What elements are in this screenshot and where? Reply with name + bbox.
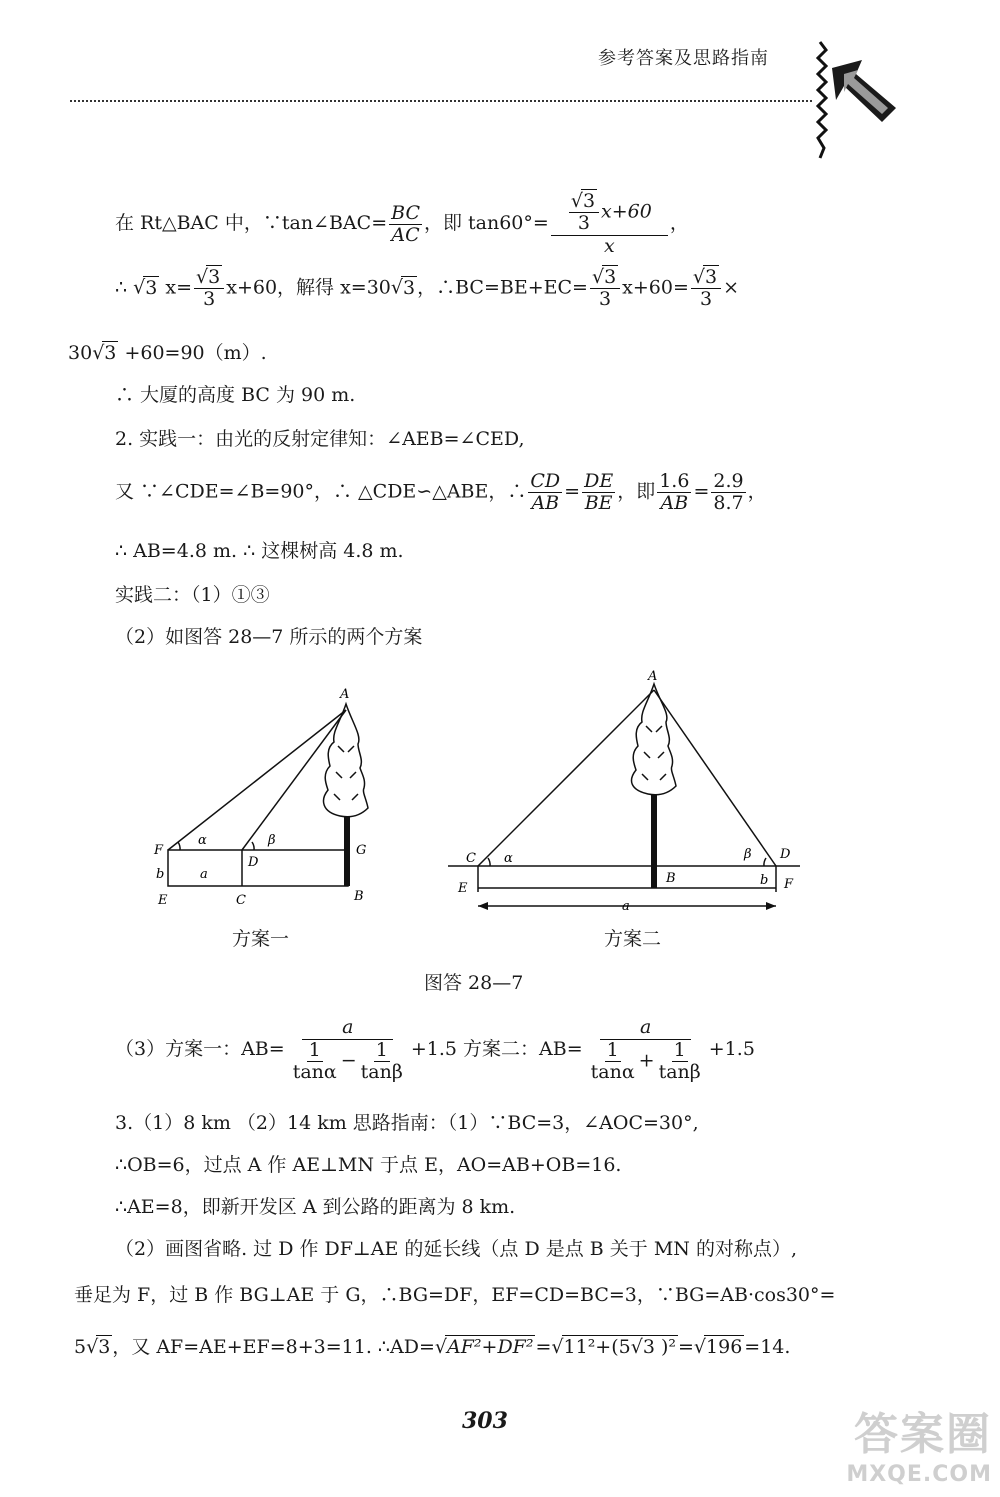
sqrt xyxy=(104,344,118,363)
fraction-scheme-2 xyxy=(585,1018,707,1082)
watermark-logo-text: 答案圈 xyxy=(854,1409,992,1460)
line-11: 3.（1）8 km （2）14 km 思路指南：（1）∵BC=3，∠AOC=30°, xyxy=(115,1112,699,1134)
label-a: a xyxy=(200,867,208,882)
denominator: 3 xyxy=(699,288,713,310)
line-16: 5√3 ，又 AF=AE+EF=8+3=11. ∴AD=√AF²+DF² =√11²+(5√3 )² =√196 =14. xyxy=(74,1336,791,1358)
denominator: 3 xyxy=(599,288,612,310)
line-3: 30√3 +60=90（m）. xyxy=(68,342,267,364)
term: x+60 xyxy=(601,200,652,223)
numerator: 1 xyxy=(673,1039,686,1061)
sqrt xyxy=(583,192,597,211)
label-G: G xyxy=(356,843,367,858)
sight-line-alpha xyxy=(478,690,654,866)
numerator: a xyxy=(302,1018,393,1040)
tree-trunk xyxy=(651,794,657,888)
fraction-sqrt3-3 xyxy=(194,268,224,309)
sqrt xyxy=(705,268,719,287)
sqrt xyxy=(564,1338,678,1357)
radicand: 3 xyxy=(582,190,596,212)
denominator: tanβ xyxy=(658,1061,701,1083)
text: x+60，解得 x=30 xyxy=(226,276,391,299)
numerator xyxy=(551,192,668,236)
fraction-cd-ab xyxy=(528,472,562,513)
line-13: ∴AE=8，即新开发区 A 到公路的距离为 8 km. xyxy=(115,1196,516,1218)
angle-alpha-arc xyxy=(488,858,490,866)
label-beta: β xyxy=(268,833,276,848)
text: =14. xyxy=(744,1336,791,1358)
line-6: 又 ∵∠CDE=∠B=90°，∴ △CDE∽△ABE，∴ $\frac{CD}{AB}$ = $\frac{DE}{BE}$ ，即 $\frac{1.6}{AB}$ = $\frac{2.9}{8.7}$ ， xyxy=(115,470,767,514)
operator: + xyxy=(638,1049,655,1072)
figure-scheme-1 xyxy=(150,682,390,912)
line-5: 2. 实践一：由光的反射定律知：∠AEB=∠CED, xyxy=(115,428,525,450)
sqrt xyxy=(447,1338,535,1357)
denominator: tanβ xyxy=(360,1061,403,1083)
denominator: 3 xyxy=(577,212,590,234)
denominator xyxy=(585,1040,707,1082)
numerator: 1 xyxy=(308,1039,321,1061)
label-b: b xyxy=(760,873,769,888)
denominator: 3 xyxy=(203,288,216,310)
fraction-scheme-1 xyxy=(287,1018,409,1082)
fraction-1-tanalpha xyxy=(291,1041,339,1082)
numerator: BC xyxy=(391,201,420,224)
label-C: C xyxy=(236,893,246,908)
numerator: a xyxy=(600,1018,691,1040)
radicand: AF²+DF² xyxy=(447,1336,534,1358)
text: = xyxy=(678,1336,694,1358)
tree-crown-icon xyxy=(324,704,368,817)
numerator: DE xyxy=(584,470,614,492)
radicand: 3 xyxy=(98,1336,111,1358)
text: +60=90（m）. xyxy=(124,342,267,364)
text: x+60= xyxy=(622,276,689,299)
angle-beta-arc xyxy=(252,842,254,850)
label-F: F xyxy=(154,843,164,858)
numerator: 1 xyxy=(375,1039,388,1061)
fraction-1-tanbeta xyxy=(359,1041,405,1082)
text: ，∴BC=BE+EC= xyxy=(417,276,588,299)
angle-beta-arc xyxy=(764,858,766,866)
radicand: 11²+(5√3 )² xyxy=(563,1336,676,1358)
arrow-left-icon xyxy=(478,902,488,910)
radicand: 3 xyxy=(104,342,117,364)
label-E: E xyxy=(158,893,168,908)
fraction-tan60 xyxy=(551,192,668,256)
header-rule xyxy=(70,100,812,102)
scheme-2-label: 方案二 xyxy=(604,928,662,950)
arrow-right-icon xyxy=(766,902,776,910)
sqrt xyxy=(98,1338,112,1357)
radicand: 196 xyxy=(706,1336,743,1358)
label-C: C xyxy=(466,851,476,866)
text: × xyxy=(723,276,740,299)
label-b: b xyxy=(156,867,165,882)
label-D: D xyxy=(780,847,791,862)
denominator: x xyxy=(603,235,615,257)
sqrt xyxy=(706,1338,744,1357)
denominator: tanα xyxy=(292,1061,337,1083)
text: 30 xyxy=(68,342,93,364)
label-A: A xyxy=(340,687,350,702)
fraction-bc-ac xyxy=(389,201,422,246)
fraction-1-tanbeta xyxy=(657,1041,703,1082)
label-B: B xyxy=(666,871,676,886)
operator: − xyxy=(340,1049,357,1072)
denominator: AB xyxy=(531,492,560,514)
scheme-1-label: 方案一 xyxy=(232,928,290,950)
text: ， xyxy=(747,480,767,503)
text: ∴ xyxy=(115,276,128,299)
sqrt xyxy=(208,268,222,287)
label-alpha: α xyxy=(198,833,207,848)
denominator: AC xyxy=(391,223,420,246)
numerator: √3 xyxy=(590,268,620,289)
label-F: F xyxy=(784,877,794,892)
label-D: D xyxy=(248,855,259,870)
numerator: √3 xyxy=(569,192,599,213)
fraction-sqrt3-3 xyxy=(569,192,599,233)
sqrt xyxy=(604,268,618,287)
running-header: 参考答案及思路指南 xyxy=(598,48,769,69)
text: ，即 xyxy=(617,480,656,503)
numerator: 1.6 xyxy=(659,470,690,492)
text: +1.5 xyxy=(708,1038,755,1060)
denominator: AB xyxy=(660,492,689,514)
text: +1.5 方案二：AB= xyxy=(410,1038,583,1060)
text: ，即 tan60°= xyxy=(423,212,549,234)
text: x= xyxy=(165,276,193,299)
line-1 xyxy=(115,192,689,256)
text: （3）方案一：AB= xyxy=(115,1038,285,1060)
angle-alpha-arc xyxy=(178,842,180,850)
fraction-29-87 xyxy=(711,472,745,513)
figure-scheme-2 xyxy=(448,666,808,918)
radicand: 3 xyxy=(604,266,617,288)
line-15: 垂足为 F，过 B 作 BG⊥AE 于 G，∴BG=DF，EF=CD=BC=3，∵BG=AB·cos30°= xyxy=(74,1284,836,1306)
line-10 xyxy=(115,1018,755,1082)
denominator: BE xyxy=(584,492,613,514)
radicand: 3 xyxy=(145,276,158,299)
fraction-sqrt3-3 xyxy=(590,268,620,309)
tree-texture xyxy=(334,746,358,800)
line-14: （2）画图省略. 过 D 作 DF⊥AE 的延长线（点 D 是点 B 关于 MN 的对称点）, xyxy=(115,1238,797,1260)
text: 在 Rt△BAC 中，∵tan∠BAC= xyxy=(115,212,388,234)
label-alpha: α xyxy=(504,851,513,866)
numerator: 1 xyxy=(606,1039,619,1061)
tree-texture xyxy=(642,726,666,780)
fraction-sqrt3-3 xyxy=(691,268,721,309)
label-E: E xyxy=(458,881,468,896)
page-number: 303 xyxy=(462,1408,508,1434)
figure-caption: 图答 28—7 xyxy=(424,972,524,994)
radicand: 3 xyxy=(403,276,416,299)
fraction-de-be xyxy=(582,472,615,513)
numerator: √3 xyxy=(194,268,224,289)
denominator: 8.7 xyxy=(713,492,744,514)
text: 5 xyxy=(74,1336,87,1358)
numerator: √3 xyxy=(691,268,721,289)
label-A: A xyxy=(648,669,658,684)
line-7: ∴ AB=4.8 m. ∴ 这棵树高 4.8 m. xyxy=(115,540,404,562)
label-B: B xyxy=(354,889,364,904)
line-2: ∴ √3 x= $\frac{√3}{3}$ x+60，解得 x=30√3 ，∴BC=BE+EC= $\frac{√3}{3}$ x+60= $\frac{√3}{3}$ × xyxy=(115,266,740,310)
radicand: 3 xyxy=(208,266,221,288)
sight-line-beta xyxy=(654,690,776,866)
line-4: ∴ 大厦的高度 BC 为 90 m. xyxy=(115,384,356,406)
watermark-url: MXQE.COM xyxy=(846,1462,992,1487)
denominator: tanα xyxy=(590,1061,635,1083)
sqrt xyxy=(403,276,417,299)
numerator: 2.9 xyxy=(713,470,744,492)
line-8: 实践二：（1）①③ xyxy=(115,584,270,606)
text: 又 ∵∠CDE=∠B=90°，∴ △CDE∽△ABE，∴ xyxy=(115,480,527,503)
label-a: a xyxy=(622,899,630,914)
line-12: ∴OB=6，过点 A 作 AE⊥MN 于点 E，AO=AB+OB=16. xyxy=(115,1154,622,1176)
watermark xyxy=(846,1398,992,1487)
text: ， xyxy=(669,212,689,234)
header-arrow-icon xyxy=(812,38,902,168)
radicand: 3 xyxy=(705,266,718,288)
denominator xyxy=(287,1040,409,1082)
text: ，又 AF=AE+EF=8+3=11. ∴AD= xyxy=(112,1336,435,1358)
tree-crown-icon xyxy=(632,684,676,795)
sqrt xyxy=(145,276,159,299)
line-9: （2）如图答 28—7 所示的两个方案 xyxy=(115,626,423,648)
fraction-16-ab xyxy=(657,472,691,513)
tree-trunk xyxy=(344,816,350,886)
text: = xyxy=(535,1336,552,1358)
fraction-1-tanalpha xyxy=(589,1041,637,1082)
numerator: CD xyxy=(530,470,561,492)
label-beta: β xyxy=(744,847,752,862)
